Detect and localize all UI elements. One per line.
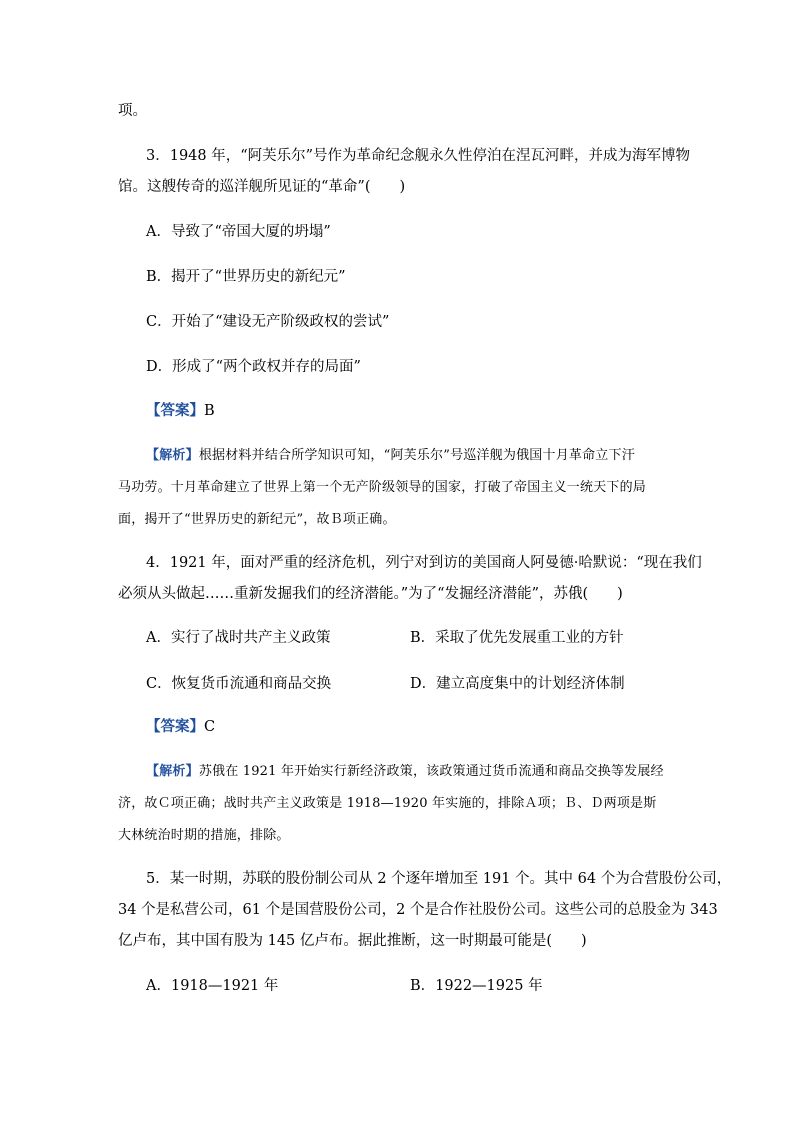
q4-option-d: D．建立高度集中的计划经济体制 bbox=[410, 676, 625, 692]
q4-option-b: B．采取了优先发展重工业的方针 bbox=[410, 630, 624, 646]
fragment-text: 项。 bbox=[118, 103, 147, 119]
q3-answer bbox=[146, 401, 706, 421]
q5-option-a: A．1918—1921 年 bbox=[146, 978, 279, 994]
q5-stem-line1: 5．某一时期，苏联的股份制公司从 2 个逐年增加至 191 个。其中 64 个为合营股份公司， bbox=[146, 871, 732, 887]
q4-answer bbox=[146, 717, 706, 737]
q3-option-b: B．揭开了“世界历史的新纪元” bbox=[146, 269, 346, 285]
q4-option-c: C．恢复货币流通和商品交换 bbox=[146, 676, 332, 692]
q4-answer-value: C bbox=[204, 719, 216, 735]
q3-analysis-text1: 根据材料并结合所学知识可知，“阿芙乐尔”号巡洋舰为俄国十月革命立下汗 bbox=[198, 448, 635, 463]
q4-stem-line2: 必须从头做起……重新发掘我们的经济潜能。”为了“发掘经济潜能”，苏俄( ) bbox=[118, 586, 623, 602]
q4-stem-line1: 4．1921 年，面对严重的经济危机，列宁对到访的美国商人阿曼德·哈默说：“现在我们 bbox=[146, 555, 702, 571]
q3-option-c: C．开始了“建设无产阶级政权的尝试” bbox=[146, 314, 390, 330]
q3-answer-value: B bbox=[204, 403, 215, 419]
q3-stem-line2: 馆。这艘传奇的巡洋舰所见证的“革命”( ) bbox=[118, 179, 406, 195]
q3-stem-line1: 3．1948 年，“阿芙乐尔”号作为革命纪念舰永久性停泊在涅瓦河畔，并成为海军博物 bbox=[146, 148, 691, 164]
q3-analysis-line1 bbox=[146, 446, 706, 466]
q5-stem-line3: 亿卢布，其中国有股为 145 亿卢布。据此推断，这一时期最可能是( ) bbox=[118, 933, 587, 949]
q4-analysis-text1: 苏俄在 1921 年开始实行新经济政策，该政策通过货币流通和商品交换等发展经 bbox=[198, 764, 664, 779]
q3-analysis-tag: 【解析】 bbox=[146, 448, 199, 463]
q3-option-d: D．形成了“两个政权并存的局面” bbox=[146, 359, 361, 375]
q4-analysis-tag: 【解析】 bbox=[146, 764, 199, 779]
q3-analysis-line3: 面，揭开了“世界历史的新纪元”，故Ｂ项正确。 bbox=[118, 512, 396, 527]
q4-analysis-line1 bbox=[146, 762, 706, 782]
q4-option-a: A．实行了战时共产主义政策 bbox=[146, 630, 331, 646]
q3-analysis-line2: 马功劳。十月革命建立了世界上第一个无产阶级领导的国家，打破了帝国主义一统天下的局 bbox=[118, 480, 647, 495]
q5-stem-line2: 34 个是私营公司，61 个是国营股份公司，2 个是合作社股份公司。这些公司的总股金为 343 bbox=[118, 902, 718, 918]
q4-answer-tag: 【答案】 bbox=[146, 718, 204, 735]
q4-analysis-line3: 大林统治时期的措施，排除。 bbox=[118, 828, 290, 843]
q3-answer-tag: 【答案】 bbox=[146, 402, 204, 419]
q4-analysis-line2: 济，故Ｃ项正确；战时共产主义政策是 1918—1920 年实施的，排除Ａ项；Ｂ、Ｄ两项是斯 bbox=[118, 796, 657, 811]
q3-option-a: A．导致了“帝国大厦的坍塌” bbox=[146, 224, 331, 240]
q5-option-b: B．1922—1925 年 bbox=[410, 978, 543, 994]
